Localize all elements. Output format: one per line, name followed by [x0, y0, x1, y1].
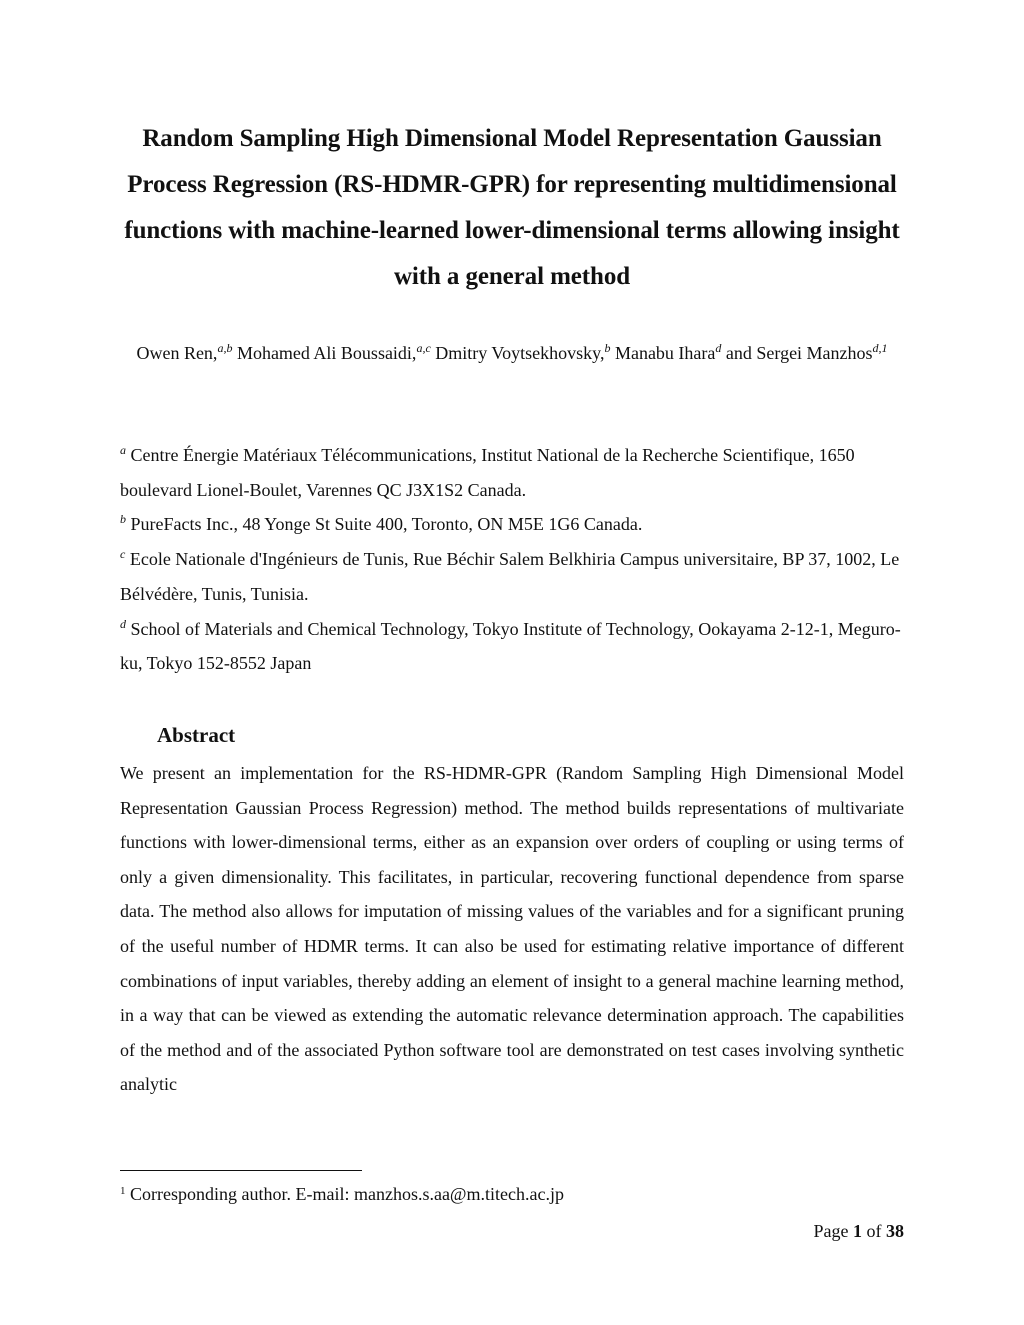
footnote-divider [120, 1170, 362, 1171]
paper-title: Random Sampling High Dimensional Model Representation Gaussian Process Regression (RS-HDMR-GPR) for representing multidimensional functions with machine-learned lower-dimensional terms allowing insight with a general method [124, 125, 900, 290]
affiliation-b [120, 507, 904, 542]
affiliation-mark: d [120, 616, 126, 631]
affiliation-list [120, 438, 904, 681]
page-number [814, 1218, 905, 1244]
affiliation-text: School of Materials and Chemical Technology, Tokyo Institute of Technology, Ookayama 2-12-1, Meguro-ku, Tokyo 152-8552 Japan [120, 618, 901, 674]
author-name: Manabu Ihara [610, 343, 716, 363]
page-current: 1 [853, 1221, 862, 1241]
page-of: of [862, 1221, 886, 1241]
abstract-heading: Abstract [157, 723, 236, 747]
author-affiliation-mark: d,1 [872, 341, 888, 355]
affiliation-text: PureFacts Inc., 48 Yonge St Suite 400, Toronto, ON M5E 1G6 Canada. [126, 514, 643, 535]
footnote-text: Corresponding author. E-mail: manzhos.s.aa@m.titech.ac.jp [125, 1184, 564, 1204]
affiliation-mark: c [120, 547, 126, 562]
author-affiliation-mark: a,c [416, 341, 431, 355]
affiliation-mark: b [120, 512, 126, 527]
author-list [120, 336, 904, 371]
author-affiliation-mark: a,b [217, 341, 233, 355]
author-name: Mohamed Ali Boussaidi, [232, 343, 417, 363]
affiliation-text: Centre Énergie Matériaux Télécommunications, Institut National de la Recherche Scientifique, 1650 boulevard Lionel-Boulet, Varennes QC J3X1S2 Canada. [120, 445, 855, 500]
footnote [120, 1181, 564, 1207]
author-affiliation-mark: b [604, 341, 611, 355]
affiliation-mark: a [120, 443, 126, 457]
author-affiliation-mark: d [715, 341, 722, 355]
page-total: 38 [886, 1221, 904, 1241]
author-name: Owen Ren, [136, 343, 218, 363]
author-name: Dmitry Voytsekhovsky, [430, 343, 605, 363]
affiliation-text: Ecole Nationale d'Ingénieurs de Tunis, Rue Béchir Salem Belkhiria Campus universitaire, BP 37, 1002, Le Bélvédère, Tunis, Tunisia. [120, 549, 900, 604]
author-name: and Sergei Manzhos [721, 343, 873, 363]
abstract-text: We present an implementation for the RS-HDMR-GPR (Random Sampling High Dimensional Model Representation Gaussian Process Regression) method. The method builds representations of multivariate functions with lower-dimensional terms, either as an expansion over orders of coupling or using terms of only a given dimensionality. This facilitates, in particular, recovering functional dependence from sparse data. The method also allows for imputation of missing values of the variables and for a significant pruning of the useful number of HDMR terms. It can also be used for estimating relative importance of different combinations of input variables, thereby adding an element of insight to a general machine learning method, in a way that can be viewed as extending the automatic relevance determination approach. The capabilities of the method and of the associated Python software tool are demonstrated on test cases involving synthetic analytic [120, 763, 904, 1095]
affiliation-c [120, 542, 904, 611]
affiliation-a [120, 438, 904, 507]
page-prefix: Page [813, 1221, 853, 1241]
footnote-mark: 1 [120, 1185, 126, 1197]
affiliation-d [120, 612, 904, 681]
